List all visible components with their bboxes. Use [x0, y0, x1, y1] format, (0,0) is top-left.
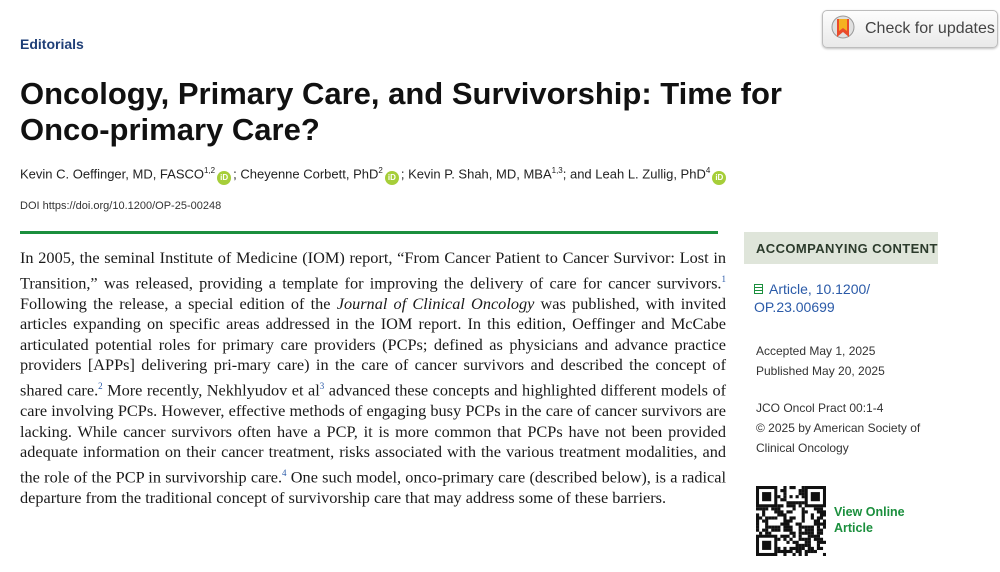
doi-line	[20, 200, 221, 212]
accompanying-content-header: ACCOMPANYING CONTENT	[744, 232, 938, 264]
author-name: Kevin P. Shah, MD, MBA	[408, 166, 552, 182]
author-name: Kevin C. Oeffinger, MD, FASCO	[20, 166, 204, 182]
reference-marker[interactable]: 4	[282, 467, 287, 478]
crossmark-icon	[831, 15, 855, 43]
article-title: Oncology, Primary Care, and Survivorship: Time for Onco-primary Care?	[20, 76, 782, 147]
author-affiliation: 2	[378, 166, 383, 175]
reference-marker[interactable]: 2	[98, 380, 103, 391]
author-affiliation: 4	[705, 166, 711, 175]
copyright-notice: © 2025 by American Society of Clinical Oncology	[756, 421, 921, 455]
accompanying-article-doi-link[interactable]: 10.1200/ OP.23.00699	[754, 281, 871, 315]
accompanying-article[interactable]	[754, 280, 934, 316]
article-body: In 2005, the seminal Institute of Medicine (IOM) report, “From Cancer Patient to Cancer Survivor: Lost in Transition,” was released, providing a template for improving the delivery of care for cancer survivors.$^1$ Following the release, a special edition of the Journal of Clinical Oncology was published, with invited articles expanding on specific areas addressed in the IOM report. In this edition, Oeffinger and McCabe articulated potential roles for primary care providers (PCPs; defined as physicians and advance practice providers [APPs] delivering pri-mary care) in the care of cancer survivors and described the concept of shared care.$^2$ More recently, Nekhlyudov et $al^3$ advanced these concepts and highlighted different models of care involving PCPs. However, effective methods of engaging busy PCPs in the care of cancer survivors are lacking. While cancer survivors often have a PCP, it is more common that PCPs have not been provided adequate information on their cancer treatment, risks associated with the various treatment modalities, and the role of the PCP in survivorship care.$^4$ One such model, onco-primary care (described below), is a radical departure from the traditional concept of survivorship care that may address some of these barriers.	[20, 248, 727, 507]
qr-code-icon[interactable]	[756, 486, 826, 556]
author-list: Kevin C. Oeffinger, MD, FASCO$^{1,2}$iD ; Cheyenne Corbett, PhD$^2$iD ; Kevin P. Shah, MD, MBA$^{1,3}$; and Leah L. Zullig, PhD$^4$iD	[20, 166, 920, 185]
view-online-article-link[interactable]: View Online Article	[834, 505, 905, 535]
journal-reference: JCO Oncol Pract 00:1-4	[756, 401, 884, 415]
section-label: Editorials	[20, 36, 84, 52]
section-divider	[20, 231, 718, 234]
article-icon	[754, 284, 763, 294]
author-affiliation: 1,3	[551, 166, 563, 175]
orcid-icon[interactable]: iD	[217, 171, 231, 185]
check-for-updates-label: Check for updates	[865, 20, 995, 37]
author-name: Cheyenne Corbett, PhD	[240, 166, 379, 182]
published-date: Published May 20, 2025	[756, 364, 885, 378]
accepted-date: Accepted May 1, 2025	[756, 344, 876, 358]
check-for-updates-button[interactable]	[822, 10, 998, 48]
orcid-icon[interactable]: iD	[712, 171, 726, 185]
reference-marker[interactable]: 1	[721, 273, 726, 284]
doi-label: DOI	[20, 200, 40, 212]
reference-marker[interactable]: 3	[319, 380, 325, 391]
journal-name: Journal of Clinical Oncology	[336, 293, 535, 313]
author-affiliation: 1,2	[204, 166, 216, 175]
accompanying-article-label: Article,	[769, 281, 812, 297]
orcid-icon[interactable]: iD	[385, 171, 399, 185]
doi-link[interactable]: https://doi.org/10.1200/OP-25-00248	[42, 200, 222, 212]
author-name: Leah L. Zullig, PhD	[595, 166, 706, 182]
